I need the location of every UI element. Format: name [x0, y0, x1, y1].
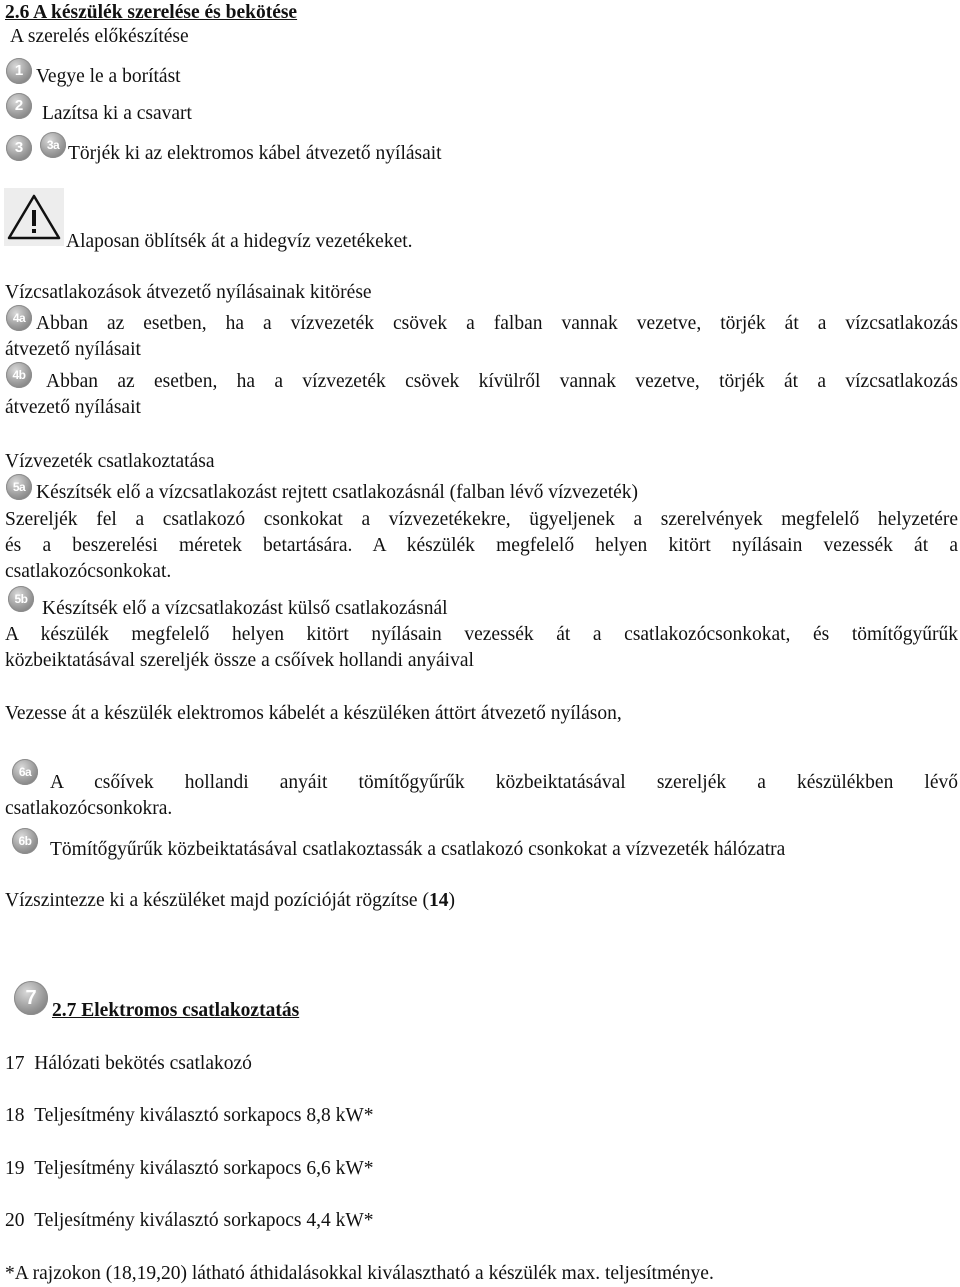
step-1-icon: 1 — [6, 58, 32, 84]
level-text-bold: 14 — [428, 890, 449, 911]
item-text: Teljesítmény kiválasztó sorkapocs 4,4 kW* — [34, 1210, 374, 1231]
warning-text: Alaposan öblítsék át a hidegvíz vezetékeket. — [66, 231, 413, 252]
item-5a-text: Készítsék elő a vízcsatlakozást rejtett csatlakozásnál (falban lévő vízvezeték) — [36, 482, 639, 503]
prep-title: A szerelés előkészítése — [10, 26, 189, 47]
footnote: *A rajzokon (18,19,20) látható áthidalásokkal kiválasztható a készülék max. teljesítménye. — [5, 1263, 714, 1284]
cable-text: Vezesse át a készülék elektromos kábelét a készüléken áttört átvezető nyíláson, — [5, 703, 622, 724]
para-5b-line1: A készülék megfelelő helyen kitört nyílásain vezessék át a csatlakozócsonkokat, és tömítőgyűrűk — [5, 624, 958, 645]
para-5a-line2: és a beszerelési méretek betartására. A készülék megfelelő helyen kitört nyílásain vezessék át a — [5, 535, 958, 556]
list-item — [5, 1156, 374, 1182]
item-text: Teljesítmény kiválasztó sorkapocs 6,6 kW* — [34, 1158, 374, 1179]
item-4a-line2: átvezető nyílásait — [5, 339, 141, 360]
para-5b-line2: közbeiktatásával szereljék össze a csőívek hollandi anyáival — [5, 650, 474, 671]
warning-icon — [4, 188, 64, 246]
list-item — [5, 1208, 374, 1234]
section-heading-2-7: 2.7 Elektromos csatlakoztatás — [52, 1000, 300, 1021]
step-3-text: Törjék ki az elektromos kábel átvezető nyílásait — [68, 143, 442, 164]
step-6a-icon: 6a — [12, 759, 38, 785]
step-1-text: Vegye le a borítást — [36, 66, 181, 87]
item-4b-line1: Abban az esetben, ha a vízvezeték csövek kívülről vannak vezetve, törjék át a vízcsatlakozás — [46, 371, 958, 392]
item-5b-text: Készítsék elő a vízcsatlakozást külső csatlakozásnál — [42, 598, 448, 619]
step-2-icon: 2 — [6, 93, 32, 119]
step-4b-icon: 4b — [6, 362, 32, 388]
list-item — [5, 1051, 252, 1077]
step-5b-icon: 5b — [8, 586, 34, 612]
item-4a-line1: Abban az esetben, ha a vízvezeték csövek a falban vannak vezetve, törjék át a vízcsatlakozás — [36, 313, 958, 334]
para-5a-line3: csatlakozócsonkokat. — [5, 561, 172, 582]
water-openings-title: Vízcsatlakozások átvezető nyílásainak kitörése — [5, 282, 372, 303]
para-5a-line1: Szereljék fel a csatlakozó csonkokat a vízvezetékekre, ügyeljenek a szerelvények megfelelő helyzetére — [5, 509, 958, 530]
level-text — [5, 888, 455, 914]
item-number: 19 — [5, 1158, 25, 1179]
item-6b-text: Tömítőgyűrűk közbeiktatásával csatlakoztassák a csatlakozó csonkokat a vízvezeték hálózatra — [50, 839, 786, 860]
item-6a-line1: A csőívek hollandi anyáit tömítőgyűrűk közbeiktatásával szereljék a készülékben lévő — [50, 772, 958, 793]
step-2-text: Lazítsa ki a csavart — [42, 103, 192, 124]
item-number: 17 — [5, 1053, 25, 1074]
section-heading-2-6: 2.6 A készülék szerelése és bekötése — [5, 2, 298, 23]
item-number: 18 — [5, 1105, 25, 1126]
step-3a-icon: 3a — [40, 132, 66, 158]
step-5a-icon: 5a — [6, 474, 32, 500]
item-text: Teljesítmény kiválasztó sorkapocs 8,8 kW* — [34, 1105, 374, 1126]
item-4b-line2: átvezető nyílásait — [5, 397, 141, 418]
step-6b-icon: 6b — [12, 828, 38, 854]
step-7-icon: 7 — [14, 981, 48, 1015]
step-3-icon: 3 — [6, 135, 32, 161]
item-text: Hálózati bekötés csatlakozó — [34, 1053, 252, 1074]
item-6a-line2: csatlakozócsonkokra. — [5, 798, 173, 819]
level-text-before: Vízszintezze ki a készüléket majd pozícióját rögzítse ( — [5, 890, 429, 911]
step-4a-icon: 4a — [6, 305, 32, 331]
list-item — [5, 1103, 374, 1129]
level-text-after: ) — [448, 890, 455, 911]
water-connection-title: Vízvezeték csatlakoztatása — [5, 451, 215, 472]
item-number: 20 — [5, 1210, 25, 1231]
